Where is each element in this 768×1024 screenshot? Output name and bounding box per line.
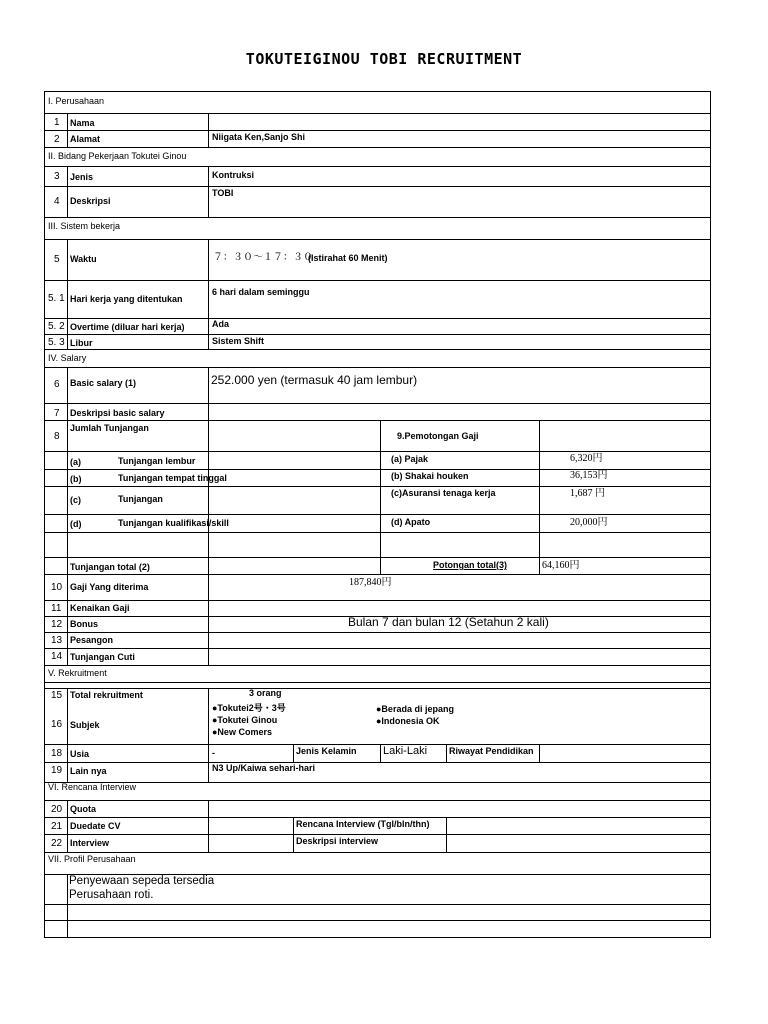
row-number: 5. 1 xyxy=(48,293,65,304)
value-waktu-note: (Istirahat 60 Menit) xyxy=(308,253,388,263)
value-gaji-diterima: 187,840円 xyxy=(349,577,392,588)
row-number: 2 xyxy=(54,134,60,145)
label-hari-kerja: Hari kerja yang ditentukan xyxy=(70,294,183,304)
row-number: 19 xyxy=(51,765,63,776)
label-jumlah-tunjangan: Jumlah Tunjangan xyxy=(70,423,149,433)
label-bonus: Bonus xyxy=(70,619,98,629)
label-total-rekruitment: Total rekruitment xyxy=(70,690,143,700)
row-number: 22 xyxy=(51,838,63,849)
value-deskripsi: TOBI xyxy=(212,188,234,198)
value-usia: - xyxy=(212,748,215,758)
deduction-a-value: 6,320円 xyxy=(570,453,603,464)
label-usia: Usia xyxy=(70,749,90,759)
section-bidang-pekerjaan: II. Bidang Pekerjaan Tokutei Ginou xyxy=(48,151,187,161)
allowance-c-key: (c) xyxy=(70,495,81,505)
value-libur: Sistem Shift xyxy=(212,336,265,346)
value-waktu: ７：３０～１７：３０ xyxy=(213,252,313,263)
row-number: 7 xyxy=(54,408,60,419)
subjek-new-comers: ●New Comers xyxy=(212,727,272,737)
label-lain-nya: Lain nya xyxy=(70,766,107,776)
subjek-berada-jepang: ●Berada di jepang xyxy=(376,704,454,714)
label-nama: Nama xyxy=(70,118,95,128)
row-number: 8 xyxy=(54,431,60,442)
row-number: 11 xyxy=(51,603,62,614)
label-pesangon: Pesangon xyxy=(70,635,114,645)
label-waktu: Waktu xyxy=(70,254,97,264)
label-quota: Quota xyxy=(70,804,96,814)
deduction-c-label: (c)Asuransi tenaga kerja xyxy=(391,488,496,498)
label-jenis-kelamin: Jenis Kelamin xyxy=(296,746,357,756)
recruitment-form-table xyxy=(44,91,711,938)
value-alamat: Niigata Ken,Sanjo Shi xyxy=(212,132,306,142)
row-number: 13 xyxy=(51,635,63,646)
deduction-b-label: (b) Shakai houken xyxy=(391,471,469,481)
allowance-total-label: Tunjangan total (2) xyxy=(70,562,150,572)
row-number: 5 xyxy=(54,254,60,265)
deduction-d-label: (d) Apato xyxy=(391,517,431,527)
label-tunjangan-cuti: Tunjangan Cuti xyxy=(70,652,135,662)
label-interview: Interview xyxy=(70,838,110,848)
row-number: 16 xyxy=(51,719,63,730)
label-deskripsi-interview: Deskripsi interview xyxy=(296,836,379,846)
allowance-b-key: (b) xyxy=(70,474,82,484)
row-number: 12 xyxy=(51,619,63,630)
label-deskripsi-salary: Deskripsi basic salary xyxy=(70,408,165,418)
row-number: 5. 3 xyxy=(48,337,65,348)
row-number: 10 xyxy=(51,582,63,593)
label-deskripsi: Deskripsi xyxy=(70,196,111,206)
label-libur: Libur xyxy=(70,338,93,348)
value-basic-salary: 252.000 yen (termasuk 40 jam lembur) xyxy=(211,373,418,387)
row-number: 15 xyxy=(51,690,63,701)
subjek-indonesia-ok: ●Indonesia OK xyxy=(376,716,440,726)
value-bonus: Bulan 7 dan bulan 12 (Setahun 2 kali) xyxy=(348,615,549,629)
label-riwayat-pendidikan: Riwayat Pendidikan xyxy=(449,746,534,756)
label-alamat: Alamat xyxy=(70,134,101,144)
row-number: 21 xyxy=(51,821,63,832)
row-number: 3 xyxy=(54,171,60,182)
allowance-b-label: Tunjangan tempat tinggal xyxy=(118,473,227,483)
section-rencana-interview: VI. Rencana Interview xyxy=(48,782,137,792)
row-number: 6 xyxy=(54,379,60,390)
allowance-d-key: (d) xyxy=(70,519,82,529)
row-number: 20 xyxy=(51,804,63,815)
row-number: 14 xyxy=(51,651,63,662)
label-subjek: Subjek xyxy=(70,720,100,730)
label-gaji-diterima: Gaji Yang diterima xyxy=(70,582,149,592)
page-title: TOKUTEIGINOU TOBI RECRUITMENT xyxy=(245,50,523,68)
value-lain-nya: N3 Up/Kaiwa sehari-hari xyxy=(212,763,316,773)
deduction-total-label: Potongan total(3) xyxy=(433,560,507,570)
value-jenis-kelamin: Laki-Laki xyxy=(383,745,428,757)
section-sistem-bekerja: III. Sistem bekerja xyxy=(48,221,121,231)
label-overtime: Overtime (diluar hari kerja) xyxy=(70,322,185,332)
value-overtime: Ada xyxy=(212,319,230,329)
section-profil-perusahaan: VII. Profil Perusahaan xyxy=(48,854,136,864)
allowance-c-label: Tunjangan xyxy=(118,494,163,504)
row-number: 5. 2 xyxy=(48,321,65,332)
deduction-c-value: 1,687 円 xyxy=(570,488,605,499)
section-rekruitment: V. Rekruitment xyxy=(48,668,107,678)
label-rencana-interview: Rencana Interview (Tgl/bln/thn) xyxy=(296,819,430,829)
label-kenaikan-gaji: Kenaikan Gaji xyxy=(70,603,130,613)
profile-line-1: Penyewaan sepeda tersedia xyxy=(69,875,215,887)
value-total-rekruitment: 3 orang xyxy=(249,688,282,698)
deduction-title: 9.Pemotongan Gaji xyxy=(397,431,479,441)
row-number: 4 xyxy=(54,196,60,207)
deduction-b-value: 36,153円 xyxy=(570,470,608,481)
section-salary: IV. Salary xyxy=(48,353,87,363)
deduction-total-value: 64,160円 xyxy=(542,560,580,571)
value-jenis: Kontruksi xyxy=(212,170,255,180)
label-duedate-cv: Duedate CV xyxy=(70,821,121,831)
value-hari-kerja: 6 hari dalam seminggu xyxy=(212,287,310,297)
deduction-d-value: 20,000円 xyxy=(570,517,608,528)
allowance-a-label: Tunjangan lembur xyxy=(118,456,196,466)
subjek-tokutei-2-3: ●Tokutei2号・3号 xyxy=(212,703,286,713)
label-jenis: Jenis xyxy=(70,172,94,182)
subjek-tokutei-ginou: ●Tokutei Ginou xyxy=(212,715,278,725)
section-perusahaan: I. Perusahaan xyxy=(48,96,105,106)
allowance-d-label: Tunjangan kualifikasi/skill xyxy=(118,518,229,528)
row-number: 1 xyxy=(54,117,60,128)
deduction-a-label: (a) Pajak xyxy=(391,454,429,464)
label-basic-salary: Basic salary (1) xyxy=(70,378,137,388)
allowance-a-key: (a) xyxy=(70,457,81,467)
profile-line-2: Perusahaan roti. xyxy=(69,889,154,901)
row-number: 18 xyxy=(51,748,63,759)
